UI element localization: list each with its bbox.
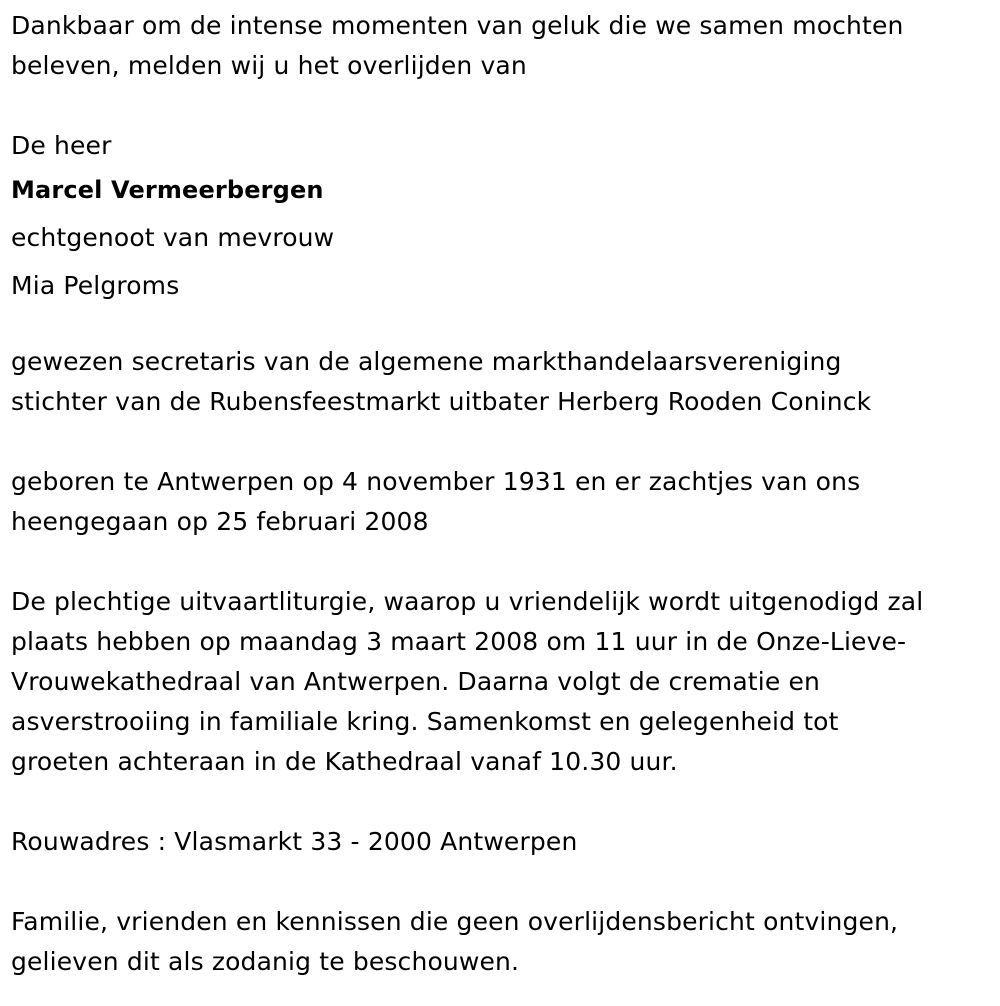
spacer	[11, 542, 1000, 582]
honorific: De heer	[11, 131, 112, 160]
closing-line-1: Familie, vrienden en kennissen die geen overlijdensbericht ontvingen,	[11, 907, 899, 936]
spouse-name: Mia Pelgroms	[11, 271, 180, 300]
deceased-name: Marcel Vermeerbergen	[11, 176, 324, 204]
spacer	[11, 422, 1000, 462]
closing-line-2: gelieven dit als zodanig te beschouwen.	[11, 947, 520, 976]
spacer	[11, 86, 1000, 126]
intro-line-1: Dankbaar om de intense momenten van geluk die we samen mochten	[11, 11, 904, 40]
ceremony-line-4: asverstrooiing in familiale kring. Samenkomst en gelegenheid tot	[11, 707, 839, 736]
ceremony-line-1: De plechtige uitvaartliturgie, waarop u vriendelijk wordt uitgenodigd zal	[11, 587, 924, 616]
ceremony-line-2: plaats hebben op maandag 3 maart 2008 om 11 uur in de Onze-Lieve-	[11, 627, 907, 656]
spacer	[11, 310, 1000, 342]
ceremony-line-5: groeten achteraan in de Kathedraal vanaf 10.30 uur.	[11, 747, 678, 776]
role-line-2: stichter van de Rubensfeestmarkt uitbater Herberg Rooden Coninck	[11, 387, 872, 416]
dates-line-1: geboren te Antwerpen op 4 november 1931 en er zachtjes van ons	[11, 467, 861, 496]
spacer	[11, 862, 1000, 902]
relation-text: echtgenoot van mevrouw	[11, 223, 335, 252]
ceremony-line-3: Vrouwekathedraal van Antwerpen. Daarna volgt de crematie en	[11, 667, 820, 696]
mourning-address: Rouwadres : Vlasmarkt 33 - 2000 Antwerpen	[11, 827, 578, 856]
dates-line-2: heengegaan op 25 februari 2008	[11, 507, 429, 536]
intro-line-2: beleven, melden wij u het overlijden van	[11, 51, 527, 80]
spacer	[11, 782, 1000, 822]
role-line-1: gewezen secretaris van de algemene markthandelaarsvereniging	[11, 347, 842, 376]
